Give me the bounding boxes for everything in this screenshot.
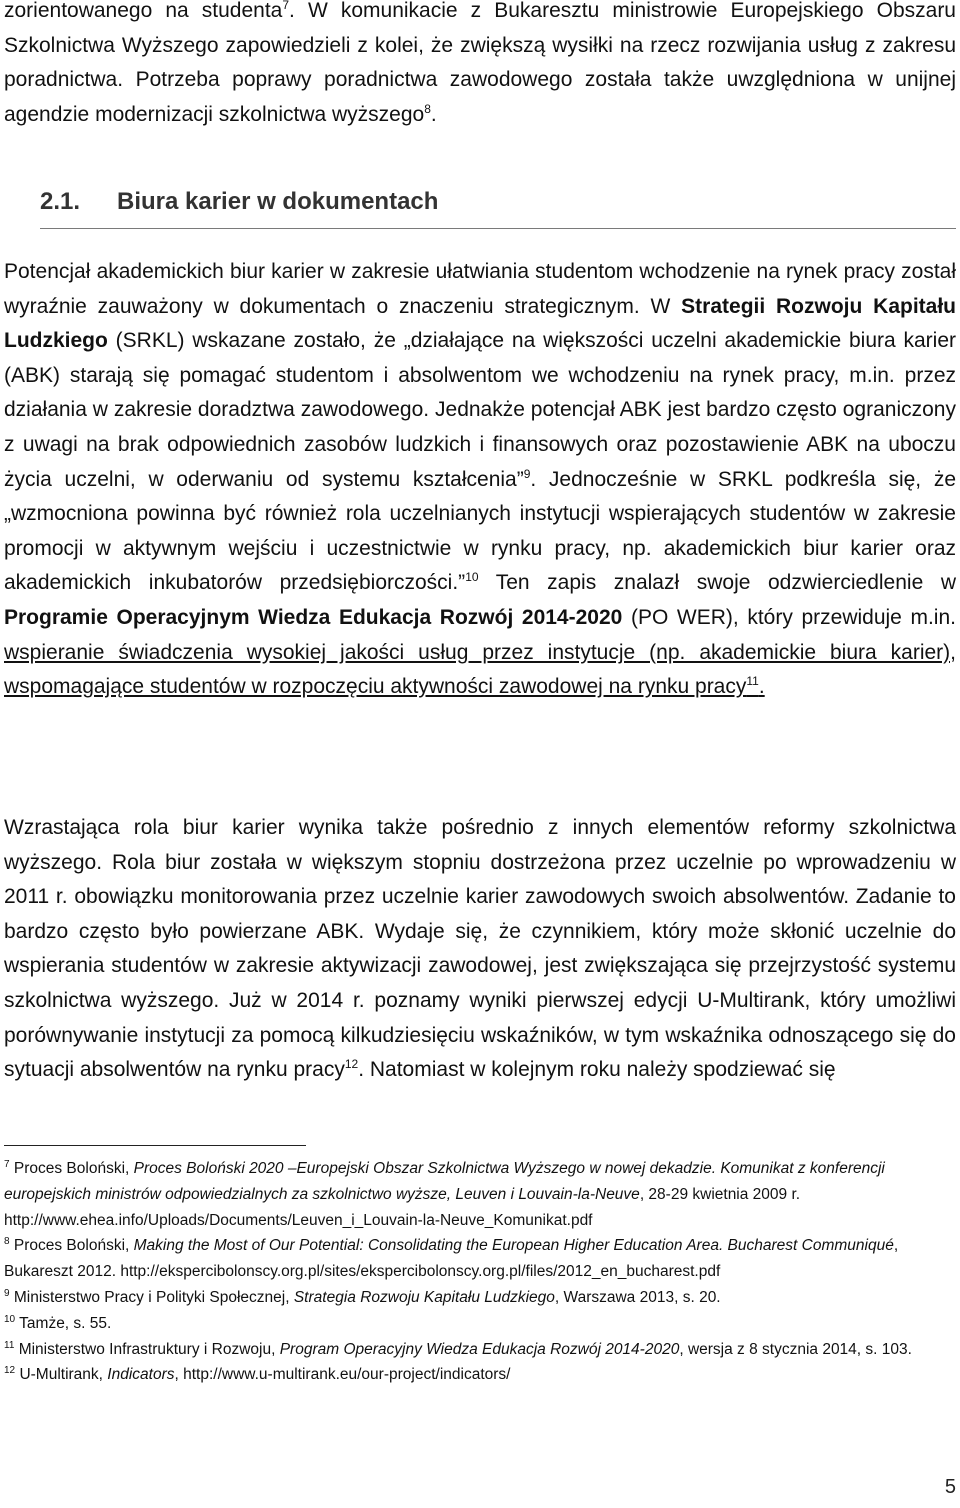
footnote-number: 11 [4,1339,15,1351]
footnote-text-end: , 28-29 kwietnia 2009 r. http://www.ehea.info/Uploads/Documents/Leuven_i_Louvain-la-Neuve_Komunikat.pdf [4,1185,801,1229]
paragraph-intro [4,0,956,132]
section-title: Biura karier w dokumentach [117,188,439,215]
footnote-text-end: , wersja z 8 stycznia 2014, s. 103. [679,1340,912,1358]
role-text-1: Wzrastająca rola biur karier wynika także pośrednio z innych elementów reformy szkolnictwa wyższego. Rola biur została w większym stopniu dostrzeżona przez uczelnie po wprowadzeniu w 2011 r. obowiązku monitorowania przez uczelnie karier zawodowych swoich absolwentów. Zadanie to bardzo często było powierzane ABK. Wydaje się, że czynnikiem, który może skłonić uczelnie do wspierania studentów w zakresie aktywizacji zawodowej, jest zwiększająca się przejrzystość systemu szkolnictwa wyższego. Już w 2014 r. poznamy wyniki pierwszej edycji U-Multirank, który umożliwi porównywanie instytucji za pomocą kilkudziesięciu wskaźników, w tym wskaźnika odnoszącego się do sytuacji absolwentów na rynku pracy [4,816,956,1082]
footnote-ref-10[interactable]: 10 [465,570,479,585]
underlined-period: . [758,675,765,699]
footnote-title-italic: Program Operacyjny Wiedza Edukacja Rozwój 2014-2020 [279,1340,680,1358]
footnote-11 [4,1337,956,1363]
footnote-text: U-Multirank, [19,1366,108,1384]
footnote-text: Ministerstwo Pracy i Polityki Społecznej, [13,1288,294,1306]
footnote-number: 10 [4,1313,16,1325]
role-text-2: . Natomiast w kolejnym roku należy spodziewać się [358,1058,836,1082]
footnote-text: Proces Boloński, [13,1160,134,1177]
footnote-title-italic: Making the Most of Our Potential: Consolidating the European Higher Education Area. Bucharest Communiqué [133,1237,894,1255]
footnote-separator [4,1145,306,1146]
footnote-text-end: , http://www.u-multirank.eu/our-project/indicators/ [174,1366,511,1384]
page-number: 5 [944,1476,956,1498]
paragraph-role [4,811,956,1088]
footnote-text-end: , Bukareszt 2012. http://ekspercibolonscy.org.pl/sites/ekspercibolonscy.org.pl/files/2012_en_bucharest.pdf [4,1237,899,1281]
paragraph-documents [4,255,956,705]
footnote-title-italic: Proces Boloński 2020 –Europejski Obszar Szkolnictwa Wyższego w nowej dekadzie. Komunikat z konferencji europejskich ministrów odpowiedzialnych za szkolnictwo wyższe, Leuven i Louvain-la-Neuve [4,1160,885,1203]
footnotes [4,1156,956,1388]
section-number: 2.1. [40,188,81,215]
footnote-7 [4,1156,956,1233]
footnote-12 [4,1362,956,1388]
footnote-9 [4,1285,956,1311]
documents-text-5: (PO WER), który przewiduje m.in. [622,605,956,629]
footnote-number: 8 [4,1236,10,1248]
documents-text-4: Ten zapis znalazł swoje odzwierciedlenie w [478,571,956,595]
footnote-10 [4,1311,956,1337]
documents-text-2: (SRKL) wskazane zostało, że „działające na większości uczelni akademickie biura karier (ABK) starają się pomagać studentom i absolwentom we wchodzeniu na rynek pracy, m.in. przez działania w zakresie doradztwa zawodowego. Jednakże potencjał ABK jest bardzo często ograniczony z uwagi na brak odpowiednich zasobów ludzkich i finansowych oraz pozostawienie ABK na uboczu życia uczelni, w oderwaniu od systemu kształcenia” [4,329,956,491]
footnote-8 [4,1233,956,1285]
intro-text-2: . W komunikacie z Bukaresztu ministrowie Europejskiego Obszaru Szkolnictwa Wyższego zapowiedzieli z kolei, że zwiększą wysiłki na rzecz rozwijania usług z zakresu poradnictwa. Potrzeba poprawy poradnictwa zawodowego została także uwzględniona w unijnej agendzie modernizacji szkolnictwa wyższego [4,0,956,126]
underlined-text: wspieranie świadczenia wysokiej jakości usług przez instytucje (np. akademickie biura karier), wspomagające studentów w rozpoczęciu aktywności zawodowej na rynku pracy [4,640,956,699]
footnote-title-italic: Indicators [107,1366,175,1384]
footnote-ref-9[interactable]: 9 [523,466,531,481]
intro-text-1: zorientowanego na studenta [4,0,283,22]
footnote-text: Tamże, s. 55. [19,1314,112,1332]
documents-text-1: Potencjał akademickich biur karier w zakresie ułatwiania studentom wchodzenie na rynek pracy został wyraźnie zauważony w dokumentach o znaczeniu strategicznym. W [4,260,956,318]
footnote-text: Ministerstwo Infrastruktury i Rozwoju, [18,1340,280,1358]
footnote-number: 7 [4,1158,10,1170]
program-title-bold: Programie Operacyjnym Wiedza Edukacja Rozwój 2014-2020 [4,605,623,629]
footnote-ref-12[interactable]: 12 [344,1057,359,1072]
section-heading [40,188,956,229]
footnote-number: 9 [4,1287,10,1299]
footnote-ref-7[interactable]: 7 [282,0,290,12]
intro-text-3: . [430,102,437,126]
footnote-text: Proces Boloński, [13,1237,134,1255]
footnote-title-italic: Strategia Rozwoju Kapitału Ludzkiego [293,1288,555,1306]
footnote-number: 12 [4,1365,16,1377]
footnote-text-end: , Warszawa 2013, s. 20. [554,1288,721,1306]
footnote-ref-8[interactable]: 8 [424,101,431,116]
underlined-quote [4,641,956,699]
footnote-ref-11[interactable]: 11 [746,674,759,689]
documents-text-3: . Jednocześnie w SRKL podkreśla się, że „wzmocniona powinna być również rola uczelnianych instytucji wspierających studentów w zakresie promocji w aktywnym wejściu i uczestnictwie w rynku pracy, np. akademickich biur karier oraz akademickich inkubatorów przedsiębiorczości.” [4,467,956,595]
strategy-title-bold: Strategii Rozwoju Kapitału Ludzkiego [4,294,956,353]
